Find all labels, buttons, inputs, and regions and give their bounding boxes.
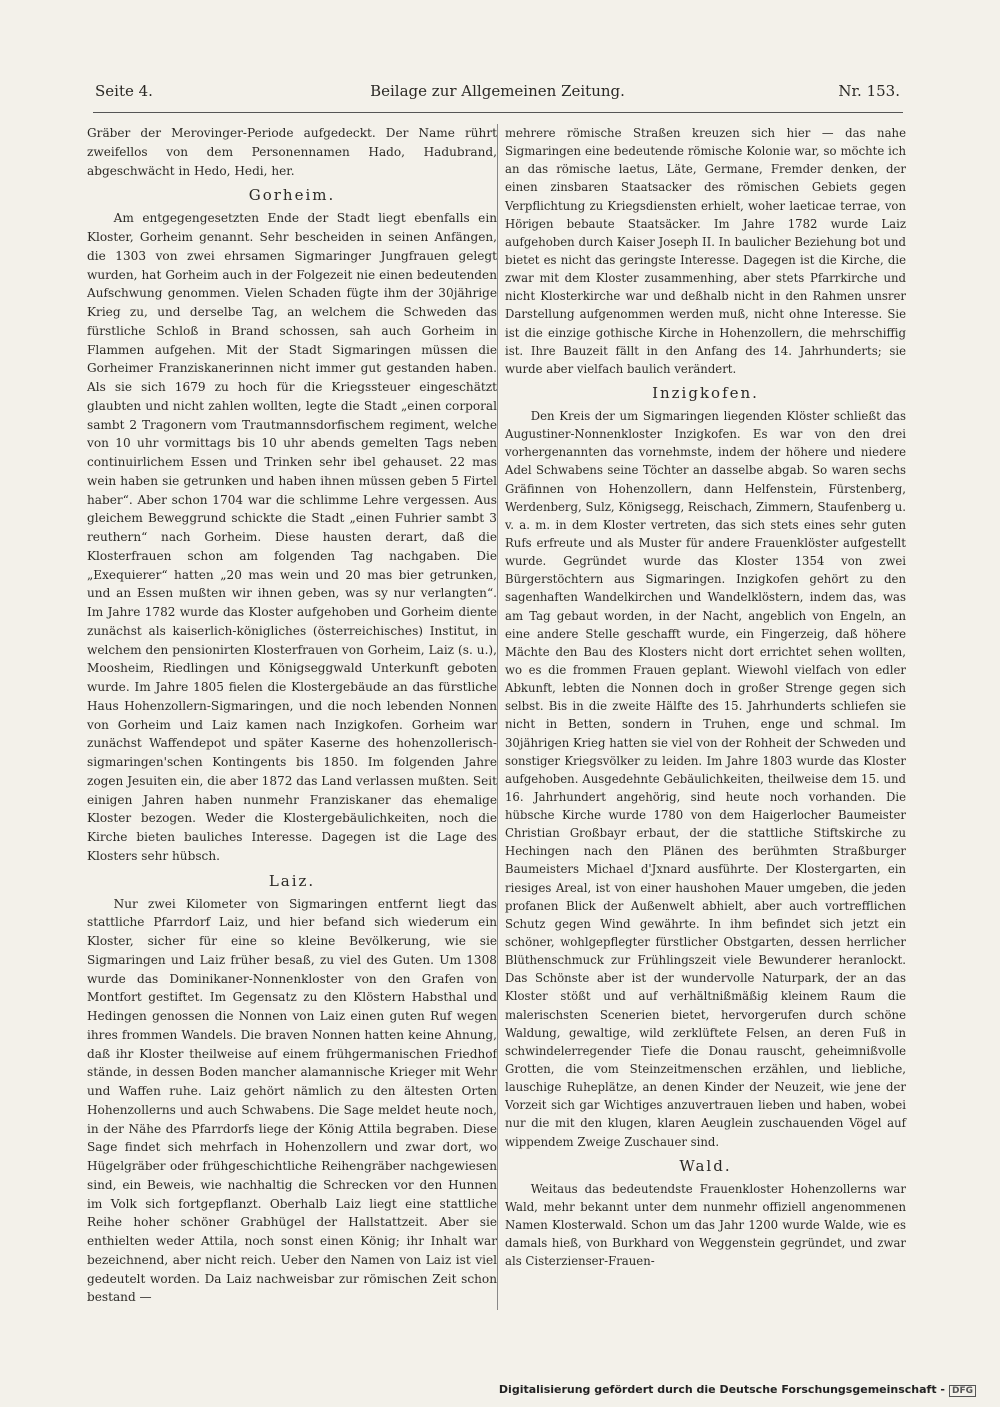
paragraph-inzigkofen: Den Kreis der um Sigmaringen liegenden Klöster schließt das Augustiner-Nonnenkloster Inzigkofen. Es war von den drei vorhergenannten das vornehmste, indem der höhere und niedere Adel Schwabens seine Töchter an dasselbe abgab. So waren sechs Gräfinnen von Hohenzollern, dann Helfenstein, Fürstenberg, Werdenberg, Sulz, Königsegg, Reischach, Zimmern, Staufenberg u. v. a. m. in dem Kloster vertreten, das sich stets eines sehr guten Rufs erfreute und als Muster für andere Frauenklöster aufgestellt wurde. Gegründet wurde das Kloster 1354 von zwei Bürgerstöchtern aus Sigmaringen. Inzigkofen gehört zu den sagenhaften Wandelkirchen und Wandelklöstern, indem das, was am Tag gebaut worden, in der Nacht, angeblich von Engeln, an eine andere Stelle geschafft wurde, ein Fingerzeig, daß höhere Mächte den Bau des Klosters nicht dort errichtet sehen wollten, wo es die frommen Frauen geplant. Wiewohl vielfach von edler Abkunft, lebten die Nonnen doch in großer Strenge gegen sich selbst. Bis in die zweite Hälfte des 15. Jahrhunderts schliefen sie nicht in Betten, sondern in Truhen, enge und schmal. Im 30jährigen Krieg hatten sie viel von der Rohheit der Schweden und sonstiger Kriegsvölker zu leiden. Im Jahre 1803 wurde das Kloster aufgehoben. Ausgedehnte Gebäulichkeiten, theilweise dem 15. und 16. Jahrhundert angehörig, sind heute noch vorhanden. Die hübsche Kirche wurde 1780 von dem Haigerlocher Baumeister Christian Großbayr erbaut, der die stattliche Stiftskirche zu Hechingen nach den Plänen des berühmten Straßburger Baumeisters Michael d'Jxnard ausführte. Der Klostergarten, ein riesiges Areal, ist von einer haushohen Mauer umgeben, die jeden profanen Blick der Außenwelt abhielt, aber auch vortrefflichen Schutz gegen Wind gewährte. In ihm befindet sich jetzt ein schöner, wohlgepflegter fürstlicher Obstgarten, dessen herrlicher Blüthenschmuck zur Frühlingszeit viele Bewunderer heranlockt. Das Schönste aber ist der wundervolle Naturpark, der an das Kloster stößt und auf verhältnißmäßig kleinem Raum die malerischsten Scenerien bietet, hervorgerufen durch schöne Waldung, gewaltige, wild zerklüftete Felsen, an deren Fuß in schwindelerregender Tiefe die Donau rauscht, geheimnißvolle Grotten, die vom Steinzeitmenschen erzählen, und liebliche, lauschige Ruheplätze, an denen Kinder der Neuzeit, wie jene der Vorzeit sich gar Wichtiges anzuvertrauen lieben und haben, wobei nur die mit den klugen, klaren Aeuglein zuschauenden Vögel auf wippendem Zweige Zuschauer sind. [505, 408, 906, 1149]
page-number: Seite 4. [95, 82, 153, 100]
paragraph-laiz-continued: mehrere römische Straßen kreuzen sich hier — das nahe Sigmaringen eine bedeutende römische Kolonie war, so möchte ich an das römische laetus, Läte, Germane, Fremder denken, der einen zinsbaren Staatsacker des römischen Gebiets gegen Verpflichtung zu Kriegsdiensten erhielt, woher laeticae terrae, von Hörigen bebaute Staatsäcker. Im Jahre 1782 wurde Laiz aufgehoben durch Kaiser Joseph II. In baulicher Beziehung bot und bietet es nicht das geringste Interesse. Dagegen ist die Kirche, die zwar mit dem Kloster zusammenhing, aber stets Pfarrkirche und nicht Klosterkirche war und deßhalb nicht in den Rahmen unsrer Darstellung aufgenommen werden muß, nicht ohne Interesse. Sie ist die einzige gothische Kirche in Hohenzollern, die mehrschiffig ist. Ihre Bauzeit fällt in den Anfang des 14. Jahrhunderts; sie wurde aber vielfach baulich verändert. [505, 126, 906, 376]
column-divider [497, 124, 498, 1310]
heading-laiz: Laiz. [268, 871, 316, 890]
heading-wald: Wald. [679, 1156, 732, 1175]
paragraph-wald: Weitaus das bedeutendste Frauenkloster Hohenzollerns war Wald, mehr bekannt unter dem nunmehr offiziell angenommenen Namen Klosterwald. Schon um das Jahr 1200 wurde Walde, wie es damals hieß, von Burkhard von Weggenstein gegründet, und zwar als Cisterzienser-Frauen- [505, 1181, 906, 1269]
paragraph-laiz: Nur zwei Kilometer von Sigmaringen entfernt liegt das stattliche Pfarrdorf Laiz, und hier befand sich wiederum ein Kloster, sicher für eine so kleine Bevölkerung, wie sie Sigmaringen und Laiz früher besaß, zu viel des Guten. Um 1308 wurde das Dominikaner-Nonnenkloster von den Grafen von Montfort gestiftet. Im Gegensatz zu den Klöstern Habsthal und Hedingen genossen die Nonnen von Laiz einen guten Ruf wegen ihres frommen Wandels. Die braven Nonnen hatten keine Ahnung, daß ihr Kloster theilweise auf einem frühgermanischen Friedhof stände, in dessen Boden mancher alamannische Krieger mit Wehr und Waffen ruhe. Laiz gehört nämlich zu den ältesten Orten Hohenzollerns und auch Schwabens. Die Sage meldet heute noch, in der Nähe des Pfarrdorfs liege der König Attila begraben. Diese Sage findet sich mehrfach in Hohenzollern und zwar dort, wo Hügelgräber oder frühgeschichtliche Reihengräber nachgewiesen sind, ein Beweis, wie nachhaltig die Schrecken vor den Hunnen im Volk sich fortgepflanzt. Oberhalb Laiz liegt eine stattliche Reihe hoher schöner Grabhügel der Hallstattzeit. Aber sie enthielten weder Attila, noch sonst einen König; ihr Inhalt war bezeichnend, aber nicht reich. Ueber den Namen von Laiz ist viel gedeutelt worden. Da Laiz nachweisbar zur römischen Zeit schon bestand — [87, 896, 497, 1305]
heading-gorheim: Gorheim. [248, 186, 336, 205]
paragraph-graeber: Gräber der Merovinger-Periode aufgedeckt. Der Name rührt zweifellos von dem Personennamen Hado, Hadubrand, abgeschwächt in Hedo, Hedi, her. [87, 126, 497, 178]
credit-text: Digitalisierung gefördert durch die Deutsche Forschungsgemeinschaft - [498, 1383, 945, 1396]
heading-inzigkofen: Inzigkofen. [652, 383, 759, 402]
page-header [95, 82, 900, 108]
newspaper-title: Beilage zur Allgemeinen Zeitung. [370, 82, 625, 100]
header-rule [93, 112, 903, 113]
digitization-credit [499, 1383, 976, 1397]
issue-number: Nr. 153. [838, 82, 900, 100]
left-column [87, 124, 497, 1307]
right-column [505, 124, 906, 1270]
dfg-logo: DFG [949, 1385, 976, 1397]
paragraph-gorheim: Am entgegengesetzten Ende der Stadt liegt ebenfalls ein Kloster, Gorheim genannt. Sehr bescheiden in seinen Anfängen, die 1303 von zwei ehrsamen Sigmaringer Jungfrauen gelegt wurden, hat Gorheim auch in der Folgezeit nie einen bedeutenden Aufschwung genommen. Vielen Schaden fügte ihm der 30jährige Krieg zu, und derselbe Tag, an welchem die Schweden das fürstliche Schloß in Brand schossen, sah auch Gorheim in Flammen aufgehen. Mit der Stadt Sigmaringen müssen die Gorheimer Franziskanerinnen nicht immer gut gestanden haben. Als sie sich 1679 zu hoch für die Kriegssteuer eingeschätzt glaubten und nicht zahlen wollten, legte die Stadt „einen corporal sambt 2 Tragonern vom Trautmannsdorfischem regiment, welche von 10 uhr vormittags bis 10 uhr abends gemelten Tags neben continuirlichem Essen und Trinken sehr ibel gehauset. 22 mas wein haben sie getrunken und haben ihnen müssen geben 5 Firtel haber“. Aber schon 1704 war die schlimme Lehre vergessen. Aus gleichem Beweggrund schickte die Stadt „einen Fuhrier sambt 3 reuthern“ nach Gorheim. Diese hausten derart, daß die Klosterfrauen schon am folgenden Tag nachgaben. Die „Exequierer“ hatten „20 mas wein und 20 mas bier getrunken, und an Essen mußten wir ihnen geben, was sy nur verlangten“. Im Jahre 1782 wurde das Kloster aufgehoben und Gorheim diente zunächst als kaiserlich-königliches (österreichisches) Institut, in welchem den pensionirten Klosterfrauen von Gorheim, Laiz (s. u.), Moosheim, Riedlingen und Königseggwald Unterkunft geboten wurde. Im Jahre 1805 fielen die Klostergebäude an das fürstliche Haus Hohenzollern-Sigmaringen, und die noch lebenden Nonnen von Gorheim und Laiz kamen nach Inzigkofen. Gorheim war zunächst Waffendepot und später Kaserne des hohenzollerisch-sigmaringen'schen Kontingents bis 1850. Im folgenden Jahre zogen Jesuiten ein, die aber 1872 das Land verlassen mußten. Seit einigen Jahren haben nunmehr Franziskaner das ehemalige Kloster bezogen. Weder die Klostergebäulichkeiten, noch die Kirche bieten bauliches Interesse. Dagegen ist die Lage des Klosters sehr hübsch. [87, 211, 497, 863]
